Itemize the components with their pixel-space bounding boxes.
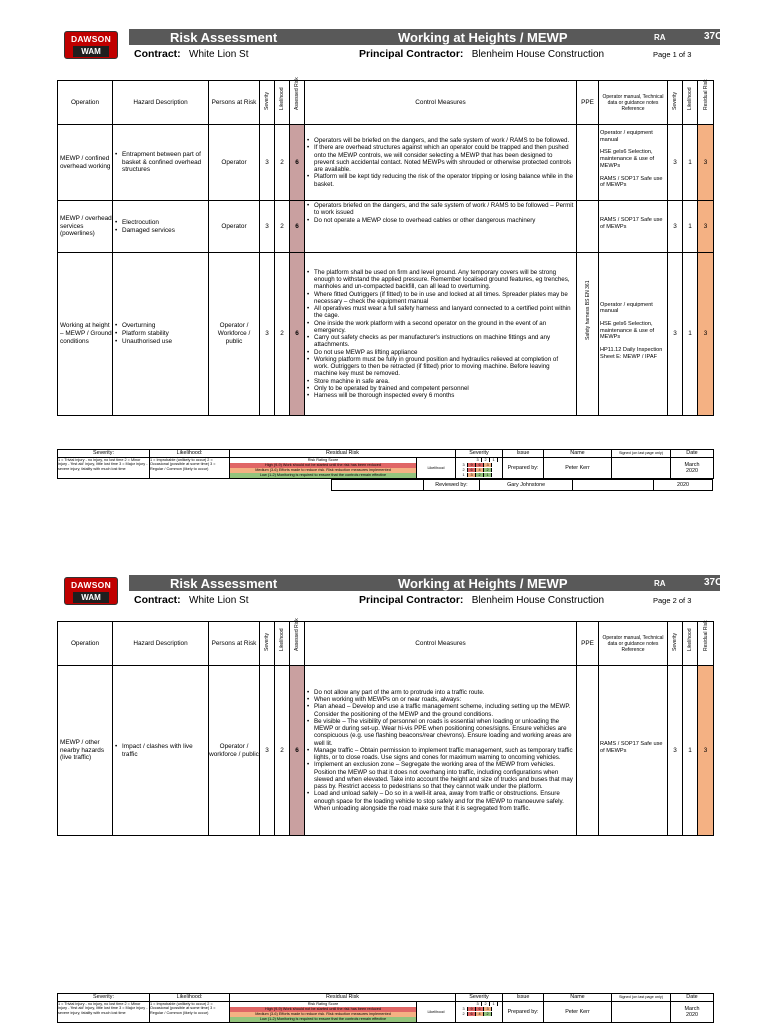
table-row [58, 253, 714, 416]
assessment-topic: Working at Heights / MEWP [398, 30, 568, 45]
persons-cell: Operator / Workforce / public [209, 253, 260, 416]
ra-label: RA [654, 33, 666, 42]
severity-cell: 3 [260, 253, 275, 416]
principal-contractor-line: Principal Contractor: Blenheim House Construction [359, 594, 605, 606]
persons-cell: Operator [209, 201, 260, 253]
ppe-cell: Safety harness BS EN 361 [577, 253, 599, 416]
col-risk: Assessed Risk [290, 81, 305, 125]
residual-risk-cell: 3 [698, 125, 714, 201]
signature-cell[interactable] [612, 458, 671, 479]
likelihood-key: 1 = Improbable (unlikely to occur) 2 = Occasional (possible at some time) 3 = Regular / Common (likely to occur) [150, 458, 230, 479]
company-logo: DAWSON WAM [64, 31, 118, 59]
col-hazard: Hazard Description [113, 81, 209, 125]
ra-code: 37C [704, 31, 723, 42]
contract-line: Contract: White Lion St [134, 48, 249, 60]
residual-likelihood-cell: 1 [683, 201, 698, 253]
residual-risk-cell: 3 [698, 666, 714, 836]
document-title: Risk Assessment [170, 30, 278, 45]
residual-key: Risk Rating Score High (9-9) Work should not be started until the risk has been reduced Medium (3-6) Efforts made to reduce risk. Risk reduction measures implemented Low (1-2) Monitoring is required to ensure that the controls remain effective [230, 458, 417, 479]
page-1 [0, 0, 768, 510]
col-severity: Severity [260, 81, 275, 125]
residual-key: Risk Rating Score High (9-9) Work should not be started until the risk has been reduced Medium (3-6) Efforts made to reduce risk. Risk reduction measures implemented Low (1-2) Monitoring is required to ensure that the controls remain effective [230, 1002, 417, 1023]
col-res-severity: Severity [668, 81, 683, 125]
page-header [64, 29, 723, 62]
likelihood-cell: 2 [275, 125, 290, 201]
severity-cell: 3 [260, 125, 275, 201]
col-reference: Operator manual, Technical data or guidance notes Reference [599, 81, 668, 125]
persons-cell: Operator [209, 125, 260, 201]
page-header [64, 575, 723, 608]
residual-severity-cell: 3 [668, 125, 683, 201]
residual-likelihood-cell: 1 [683, 666, 698, 836]
operation-cell: MEWP / other nearby hazards (live traffic) [58, 666, 113, 836]
assessed-risk-cell: 6 [290, 666, 305, 836]
ppe-cell [577, 201, 599, 253]
likelihood-key: 1 = Improbable (unlikely to occur) 2 = Occasional (possible at some time) 3 = Regular / Common (likely to occur) [150, 1002, 230, 1023]
reference-cell: RAMS / SOP17 Safe use of MEWPs [599, 201, 668, 253]
residual-severity-cell: 3 [668, 201, 683, 253]
hazard-cell: • Overturning • Platform stability • Unauthorised use [113, 253, 209, 416]
controls-cell: • Operators will be briefed on the dangers, and the safe system of work / RAMS to be followed. • If there are overhead structures against which an operator could be trapped and then pushed onto the MEWP controls, we will consider selecting a MEWP that has been designed to prevent such accidental contact. Noted MEWPs with shrouded or otherwise protected controls are available. • Platform will be kept tidy reducing the risk of the operator tripping or losing balance while in the basket. [305, 125, 577, 201]
signoff-footer-page2: Severity: Likelihood: Residual Risk Severity Issue Name Signed (on last page only) Date 1 = Trivial injury - no injury, no lost time 2 = Minor injury - 'first aid' injury, little lost time 3 = Major injury - severe injury, fatality with much lost time 1 = Improbable (unlikely to occur) 2 = Occasional (possible at some time) 3 = Regular / Common (likely to occur) Risk Rating Score High (9-9) Work should not be started until the risk has been reduced Medium (3-6) Efforts made to reduce risk. Risk reduction measures implemented Low (1-2) Monitoring is required to ensure that the controls remain effective Likelihood 3 2 1 3 9 6 3 2 6 4 2 Prepared by: Peter Kerr March 2020 [57, 993, 714, 1023]
severity-key: 1 = Trivial injury - no injury, no lost time 2 = Minor injury - 'first aid' injury, little lost time 3 = Major injury - severe injury, fatality with much lost time [58, 1002, 150, 1023]
assessed-risk-cell: 6 [290, 125, 305, 201]
ra-code: 37C [704, 577, 723, 588]
operation-cell: Working at height – MEWP / Ground conditions [58, 253, 113, 416]
hazard-cell: • Electrocution • Damaged services [113, 201, 209, 253]
col-operation: Operation [58, 81, 113, 125]
severity-key: 1 = Trivial injury - no injury, no lost time 2 = Minor injury - 'first aid' injury, little lost time 3 = Major injury - severe injury, fatality with much lost time [58, 458, 150, 479]
likelihood-cell: 2 [275, 666, 290, 836]
likelihood-cell: 2 [275, 201, 290, 253]
hazard-cell: • Impact / clashes with live traffic [113, 666, 209, 836]
risk-table-page2 [57, 617, 714, 836]
ra-label: RA [654, 579, 666, 588]
residual-likelihood-cell: 1 [683, 125, 698, 201]
table-row [58, 125, 714, 201]
operation-cell: MEWP / confined overhead working [58, 125, 113, 201]
col-residual: Residual Risk [698, 81, 714, 125]
reference-cell: Operator / equipment manual HSE gels6 Selection, maintenance & use of MEWPs RAMS / SOP17 Safe use of MEWPs [599, 125, 668, 201]
assessed-risk-cell: 6 [290, 201, 305, 253]
residual-severity-cell: 3 [668, 666, 683, 836]
risk-matrix: 3 2 1 3 9 6 3 2 6 4 2 1 3 2 1 [456, 458, 503, 479]
col-controls: Control Measures [305, 81, 577, 125]
operation-cell: MEWP / overhead services (powerlines) [58, 201, 113, 253]
controls-cell: • The platform shall be used on firm and level ground. Any temporary covers will be strong enough to withstand the applied pressure. Remember localised ground features, eg trenches, manholes and un-compacted backfill, can all lead to overturning. • Where fitted Outriggers (if fitted) to be in use and locked at all times. Spreader plates may be necessary – check the equipment manual • All operatives must wear a full safety harness and lanyard connected to a certified point within the cage. • One inside the work platform with a second operator on the ground in the event of an emergency. • Carry out safety checks as per manufacturer's instructions on machine fittings and any attachments. • Do not use MEWP as lifting appliance • Working platform must be fully in ground position and hydraulics relieved at completion of work. Outriggers to then be retracted (if fitted) prior to moving machine. Before leaving machine key must be removed. • Store machine in safe area. • Only to be operated by trained and competent personnel • Harness will be thorough inspected every 6 months [305, 253, 577, 416]
ppe-cell [577, 666, 599, 836]
signoff-footer-page1: Severity: Likelihood: Residual Risk Severity Issue Name Signed (on last page only) Date 1 = Trivial injury - no injury, no lost time 2 = Minor injury - 'first aid' injury, little lost time 3 = Major injury - severe injury, fatality with much lost time 1 = Improbable (unlikely to occur) 2 = Occasional (possible at some time) 3 = Regular / Common (likely to occur) Risk Rating Score High (9-9) Work should not be started until the risk has been reduced Medium (3-6) Efforts made to reduce risk. Risk reduction measures implemented Low (1-2) Monitoring is required to ensure that the controls remain effective Likelihood 3 2 1 3 9 6 3 2 6 4 2 1 3 2 1 Prepared by: Peter Kerr March 2020 [57, 449, 714, 479]
signature-cell[interactable] [612, 1002, 671, 1023]
col-res-likelihood: Likelihood [683, 81, 698, 125]
reference-cell: RAMS / SOP17 Safe use of MEWPs [599, 666, 668, 836]
principal-contractor-line: Principal Contractor: Blenheim House Construction [359, 48, 605, 60]
persons-cell: Operator / workforce / public [209, 666, 260, 836]
residual-risk-cell: 3 [698, 201, 714, 253]
risk-table-page1 [57, 76, 714, 416]
company-logo: DAWSON WAM [64, 577, 118, 605]
controls-cell: • Operators briefed on the dangers, and the safe system of work / RAMS to be followed – Permit to work issued • Do not operate a MEWP close to overhead cables or other dangerous machinery [305, 201, 577, 253]
residual-severity-cell: 3 [668, 253, 683, 416]
reference-cell: Operator / equipment manual HSE gels6 Selection, maintenance & use of MEWPs HP11.12 Daily Inspection Sheet E: MEWP / IPAF [599, 253, 668, 416]
page-2 [0, 568, 768, 1024]
table-row [58, 666, 714, 836]
severity-cell: 3 [260, 201, 275, 253]
table-header: Operation Hazard Description Persons at Risk Severity Likelihood Assessed Risk Control Measures PPE Operator manual, Technical data or guidance notes Reference Severity Likelihood Residual Risk [58, 622, 714, 666]
title-bar [129, 29, 723, 45]
assessed-risk-cell: 6 [290, 253, 305, 416]
ppe-cell [577, 125, 599, 201]
page-number: Page 1 of 3 [653, 50, 692, 59]
title-bar [129, 575, 723, 591]
controls-cell: • Do not allow any part of the arm to protrude into a traffic route. • When working with MEWPs on or near roads, always: • Plan ahead – Develop and use a traffic management scheme, including setting up the MEWP. Consider the positioning of the MEWP and the ground conditions. • Be visible – The visibility of personnel on roads is essential when loading or unloading the MEWP or during set-up. Wear hi-vis PPE when positioning cones/signs. Ensure vehicles are conspicuous (e.g. use flashing beacons/rear chevrons). Ensure loading and working areas are well lit. • Manage traffic – Obtain permission to implement traffic management, such as temporary traffic lights, or to close roads. Use signs and cones for maximum warning to oncoming vehicles. • Implement an exclusion zone – Segregate the working area of the MEWP from vehicles. Position the MEWP so that it does not overhang into traffic, including configurations when slewed and when elevated. Take into account the height and size of trucks and buses that may pass by. Restrict access to pedestrians so that they cannot walk under the platform. • Load and unload safely – Do so in a well-lit area, away from traffic or obstructions. Ensure enough space for the loading vehicle to stop safely and for the MEWP to manoeuvre safely. When unloading alongside the road make sure that it is segregated from traffic. [305, 666, 577, 836]
severity-cell: 3 [260, 666, 275, 836]
table-header [58, 81, 714, 125]
table-row [58, 201, 714, 253]
residual-risk-cell: 3 [698, 253, 714, 416]
signature-cell[interactable] [573, 480, 654, 491]
col-likelihood: Likelihood [275, 81, 290, 125]
page-number: Page 2 of 3 [653, 596, 692, 605]
assessment-topic: Working at Heights / MEWP [398, 576, 568, 591]
col-persons: Persons at Risk [209, 81, 260, 125]
reviewed-row-page1: Reviewed by: Gary Johnstone 2020 [331, 479, 713, 491]
hazard-cell: • Entrapment between part of basket & confined overhead structures [113, 125, 209, 201]
likelihood-cell: 2 [275, 253, 290, 416]
risk-matrix: 3 2 1 3 9 6 3 2 6 4 2 [456, 1002, 503, 1023]
col-ppe: PPE [577, 81, 599, 125]
document-title: Risk Assessment [170, 576, 278, 591]
contract-line: Contract: White Lion St [134, 594, 249, 606]
residual-likelihood-cell: 1 [683, 253, 698, 416]
